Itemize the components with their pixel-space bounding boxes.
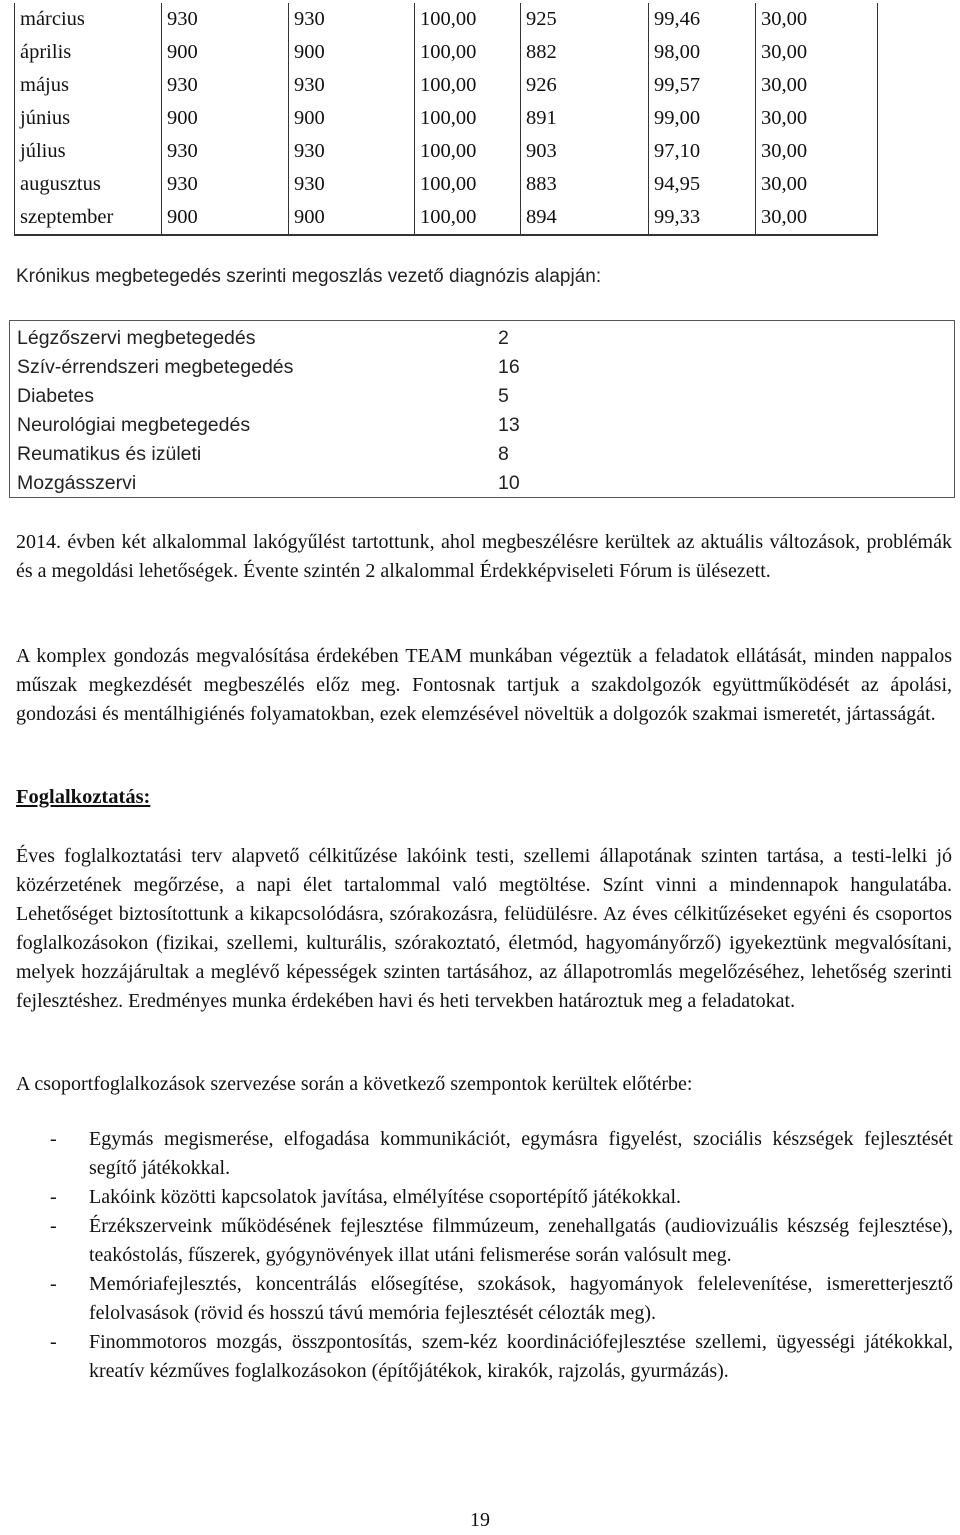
month-cell: szeptember [15,201,162,235]
value-cell: 30,00 [756,201,878,235]
value-cell: 30,00 [756,135,878,168]
value-cell: 925 [521,3,649,36]
value-cell: 883 [521,168,649,201]
list-item [50,1183,953,1212]
chronic-disease-heading: Krónikus megbetegedés szerinti megoszlás vezető diagnózis alapján: [16,266,602,287]
diagnosis-count: 5 [498,385,509,407]
value-cell: 99,00 [649,102,756,135]
value-cell: 30,00 [756,69,878,102]
value-cell: 30,00 [756,168,878,201]
value-cell: 930 [289,69,415,102]
bullet-dash: - [50,1128,57,1150]
value-cell: 930 [162,168,289,201]
value-cell: 99,46 [649,3,756,36]
diagnosis-table [9,320,955,498]
value-cell: 930 [162,69,289,102]
value-cell: 930 [162,135,289,168]
month-cell: április [15,36,162,69]
bullet-text: Egymás megismerése, elfogadása kommunikációt, egymásra figyelést, szociális készségek fejlesztését segítő játékokkal. [89,1128,953,1179]
bullet-dash: - [50,1215,57,1237]
value-cell: 100,00 [415,3,521,36]
month-cell: július [15,135,162,168]
value-cell: 30,00 [756,102,878,135]
month-cell: augusztus [15,168,162,201]
diagnosis-count: 8 [498,443,509,465]
list-item [50,1270,953,1328]
table-row [15,3,878,36]
value-cell: 930 [289,3,415,36]
page-number: 19 [470,1509,490,1531]
table-row [15,168,878,201]
value-cell: 100,00 [415,201,521,235]
value-cell: 30,00 [756,3,878,36]
value-cell: 100,00 [415,135,521,168]
value-cell: 900 [162,36,289,69]
table-row [15,135,878,168]
value-cell: 930 [289,135,415,168]
diagnosis-count: 2 [498,327,509,349]
group-activities-lead: A csoportfoglalkozások szervezése során a következő szempontok kerültek előtérbe: [16,1073,693,1095]
diagnosis-name: Légzőszervi megbetegedés [17,327,256,349]
diagnosis-name: Neurológiai megbetegedés [17,414,251,436]
bullet-dash: - [50,1331,57,1353]
team-work-paragraph: A komplex gondozás megvalósítása érdekében TEAM munkában végeztük a feladatok ellátását, minden nappalos műszak megkezdését megbeszélés előz meg. Fontosnak tartjuk a szakdolgozók együttműködését az ápolási, gondozási és mentálhigiénés folyamatokban, ezek elemzésével növeltük a dolgozók szakmai ismeretét, jártasságát. [16,645,952,725]
value-cell: 930 [162,3,289,36]
value-cell: 903 [521,135,649,168]
table-row [15,36,878,69]
value-cell: 882 [521,36,649,69]
month-cell: május [15,69,162,102]
table-row [15,69,878,102]
list-item [50,1212,953,1270]
list-item [50,1125,953,1183]
employment-intro-paragraph: Éves foglalkoztatási terv alapvető célkitűzése lakóink testi, szellemi állapotának szinten tartása, a testi-lelki jó közérzetének megőrzése, a napi élet tartalommal való megtöltése. Színt vinni a mindennapok hangulatába. Lehetőséget biztosítottunk a kikapcsolódásra, szórakozásra, felüdülésre. Az éves célkitűzéseket egyéni és csoportos foglalkozásokon (fizikai, szellemi, kulturális, szórakoztató, életmód, hagyományőrző) igyekeztünk megvalósítani, melyek hozzájárultak a meglévő képességek szinten tartásához, az állapotromlás megelőzéséhez, lehetőség szerinti fejlesztéshez. Eredményes munka érdekében havi és heti tervekben határoztuk meg a feladatokat. [16,845,952,1012]
list-item [50,1328,953,1386]
bullet-text: Lakóink közötti kapcsolatok javítása, elmélyítése csoportépítő játékokkal. [89,1186,682,1208]
bullet-text: Memóriafejlesztés, koncentrálás elősegítése, szokások, hagyományok felelevenítése, ismeretterjesztő felolvasások (rövid és hosszú távú memória fejlesztését célozták meg). [89,1273,953,1324]
month-cell: június [15,102,162,135]
value-cell: 100,00 [415,69,521,102]
value-cell: 926 [521,69,649,102]
value-cell: 894 [521,201,649,235]
value-cell: 100,00 [415,168,521,201]
table-row [15,201,878,235]
value-cell: 900 [289,201,415,235]
diagnosis-count: 16 [498,356,520,378]
bullet-dash: - [50,1273,57,1295]
activity-bullet-list [50,1125,953,1386]
value-cell: 891 [521,102,649,135]
residents-meeting-paragraph: 2014. évben két alkalommal lakógyűlést tartottunk, ahol megbeszélésre kerültek az aktuális változások, problémák és a megoldási lehetőségek. Évente szintén 2 alkalommal Érdekképviseleti Fórum is ülésezett. [16,531,952,582]
table-row [15,102,878,135]
bullet-dash: - [50,1186,57,1208]
diagnosis-count: 13 [498,414,520,436]
value-cell: 100,00 [415,36,521,69]
bullet-text: Érzékszerveink működésének fejlesztése filmmúzeum, zenehallgatás (audiovizuális készség fejlesztése), teakóstolás, fűszerek, gyógynövények illat utáni felismerése során valósult meg. [89,1215,953,1266]
monthly-occupancy-table [14,3,878,236]
value-cell: 900 [289,36,415,69]
diagnosis-count: 10 [498,472,520,494]
value-cell: 99,33 [649,201,756,235]
value-cell: 900 [162,201,289,235]
value-cell: 98,00 [649,36,756,69]
month-cell: március [15,3,162,36]
bullet-text: Finommotoros mozgás, összpontosítás, szem-kéz koordinációfejlesztése szellemi, ügyességi játékokkal, kreatív kézműves foglalkozásokon (építőjátékok, kirakók, rajzolás, gyurmázás). [89,1331,953,1382]
diagnosis-name: Szív-érrendszeri megbetegedés [17,356,294,378]
value-cell: 900 [162,102,289,135]
diagnosis-name: Mozgásszervi [17,472,137,494]
value-cell: 100,00 [415,102,521,135]
value-cell: 30,00 [756,36,878,69]
diagnosis-name: Reumatikus és izületi [17,443,202,465]
diagnosis-name: Diabetes [17,385,94,407]
employment-heading: Foglalkoztatás: [16,786,151,808]
value-cell: 99,57 [649,69,756,102]
value-cell: 900 [289,102,415,135]
value-cell: 930 [289,168,415,201]
value-cell: 97,10 [649,135,756,168]
value-cell: 94,95 [649,168,756,201]
